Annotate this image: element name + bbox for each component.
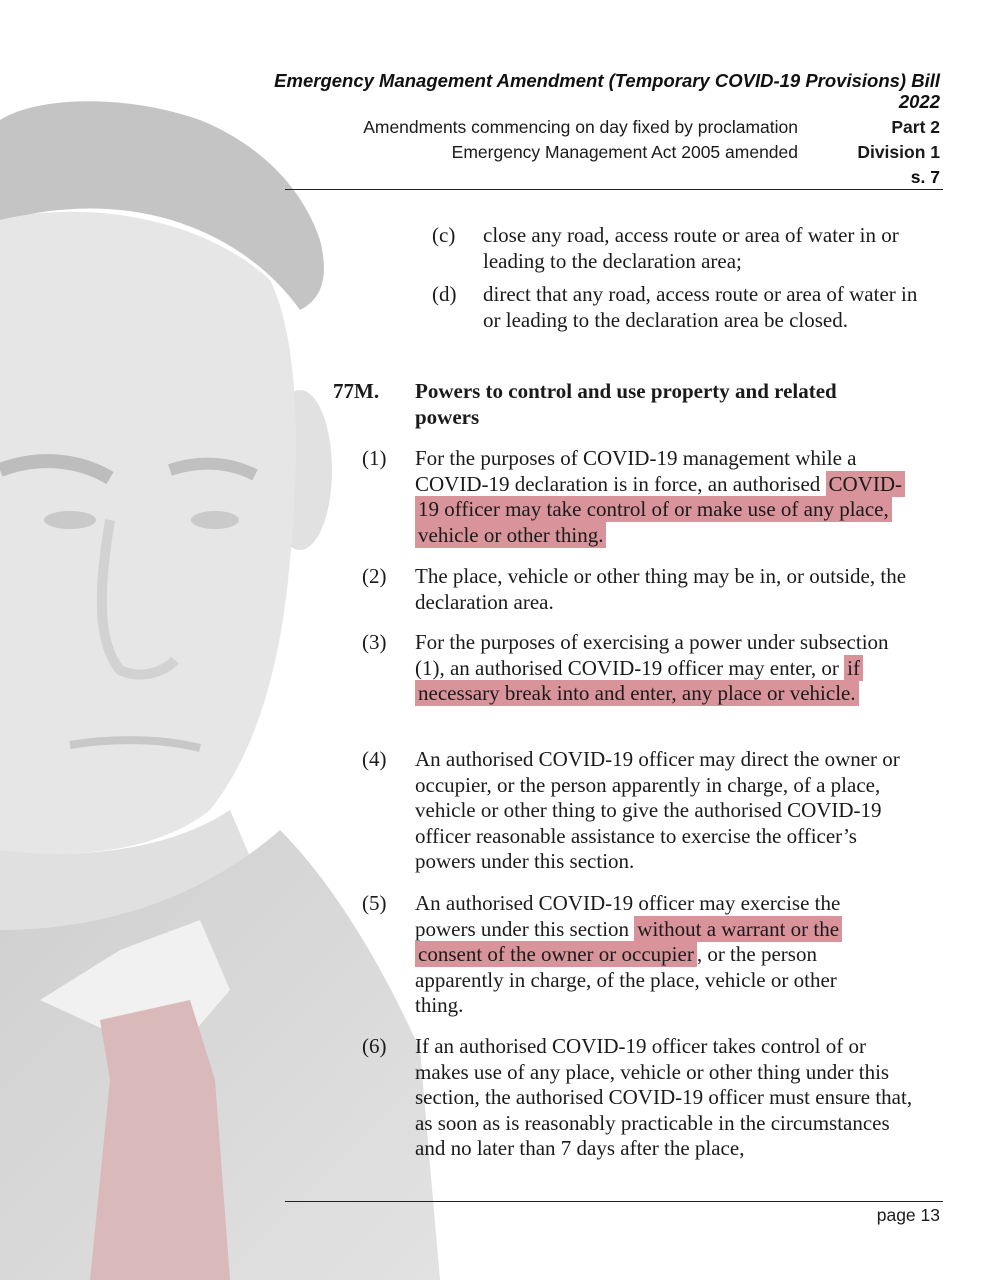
subsection-3-text: For the purposes of exercising a power under subsection (1), an authorised COVID-19 officer may enter, or if necessary break into and enter, any place or vehicle. <box>415 630 889 705</box>
subsection-5-label: (5) <box>362 891 387 915</box>
section-heading: Powers to control and use property and related powers <box>415 379 837 429</box>
division-row <box>285 142 940 166</box>
division-description: Emergency Management Act 2005 amended <box>451 142 798 162</box>
subsection-3-label: (3) <box>362 630 387 654</box>
para-d-label: (d) <box>432 282 457 306</box>
header-divider <box>285 189 943 190</box>
footer-divider <box>285 1201 943 1202</box>
subsection-6-text: If an authorised COVID-19 officer takes control of or makes use of any place, vehicle or other thing under this section, the authorised COVID-19 officer must ensure that, as soon as is reasonably practicable in the circumstances and no later than 7 days after the place, <box>415 1034 913 1160</box>
subsection-2-label: (2) <box>362 564 387 588</box>
section-number: 77M. <box>333 379 380 403</box>
para-c-label: (c) <box>432 223 456 247</box>
subsection-4-label: (4) <box>362 747 387 771</box>
para-c-text: close any road, access route or area of water in or leading to the declaration area; <box>483 223 899 273</box>
subsection-1-highlight: COVID-19 officer may take control of or make use of any place, vehicle or other thing. <box>415 471 905 548</box>
subsection-6-label: (6) <box>362 1034 387 1058</box>
subsection-4-text: An authorised COVID-19 officer may direct the owner or occupier, or the person apparently in charge, of a place, vehicle or other thing to give the authorised COVID-19 officer reasonable assistance to exercise the officer’s powers under this section. <box>415 747 900 873</box>
para-d-text: direct that any road, access route or area of water in or leading to the declaration area be closed. <box>483 282 918 332</box>
subsection-2-text: The place, vehicle or other thing may be in, or outside, the declaration area. <box>415 564 907 614</box>
section-reference: s. 7 <box>910 167 940 187</box>
bill-title: Emergency Management Amendment (Temporary COVID-19 Provisions) Bill 2022 <box>274 70 940 112</box>
subsection-3-highlight: if necessary break into and enter, any place or vehicle. <box>415 655 863 707</box>
page-number: page 13 <box>876 1205 940 1225</box>
part-label: Part 2 <box>891 117 940 137</box>
part-description: Amendments commencing on day fixed by proclamation <box>363 117 798 137</box>
subsection-5-text: An authorised COVID-19 officer may exercise the powers under this section without a warrant or the consent of the owner or occupier , or the person apparently in charge, of the place, vehicle or other thing. <box>415 891 841 1017</box>
subsection-1-text: For the purposes of COVID-19 management while a COVID-19 declaration is in force, an authorised COVID-19 officer may take control of or make use of any place, vehicle or other thing. <box>415 446 915 548</box>
division-label: Division 1 <box>857 142 940 162</box>
subsection-5-highlight: without a warrant or the consent of the owner or occupier <box>415 916 842 968</box>
subsection-1-label: (1) <box>362 446 387 470</box>
part-row <box>285 117 940 141</box>
